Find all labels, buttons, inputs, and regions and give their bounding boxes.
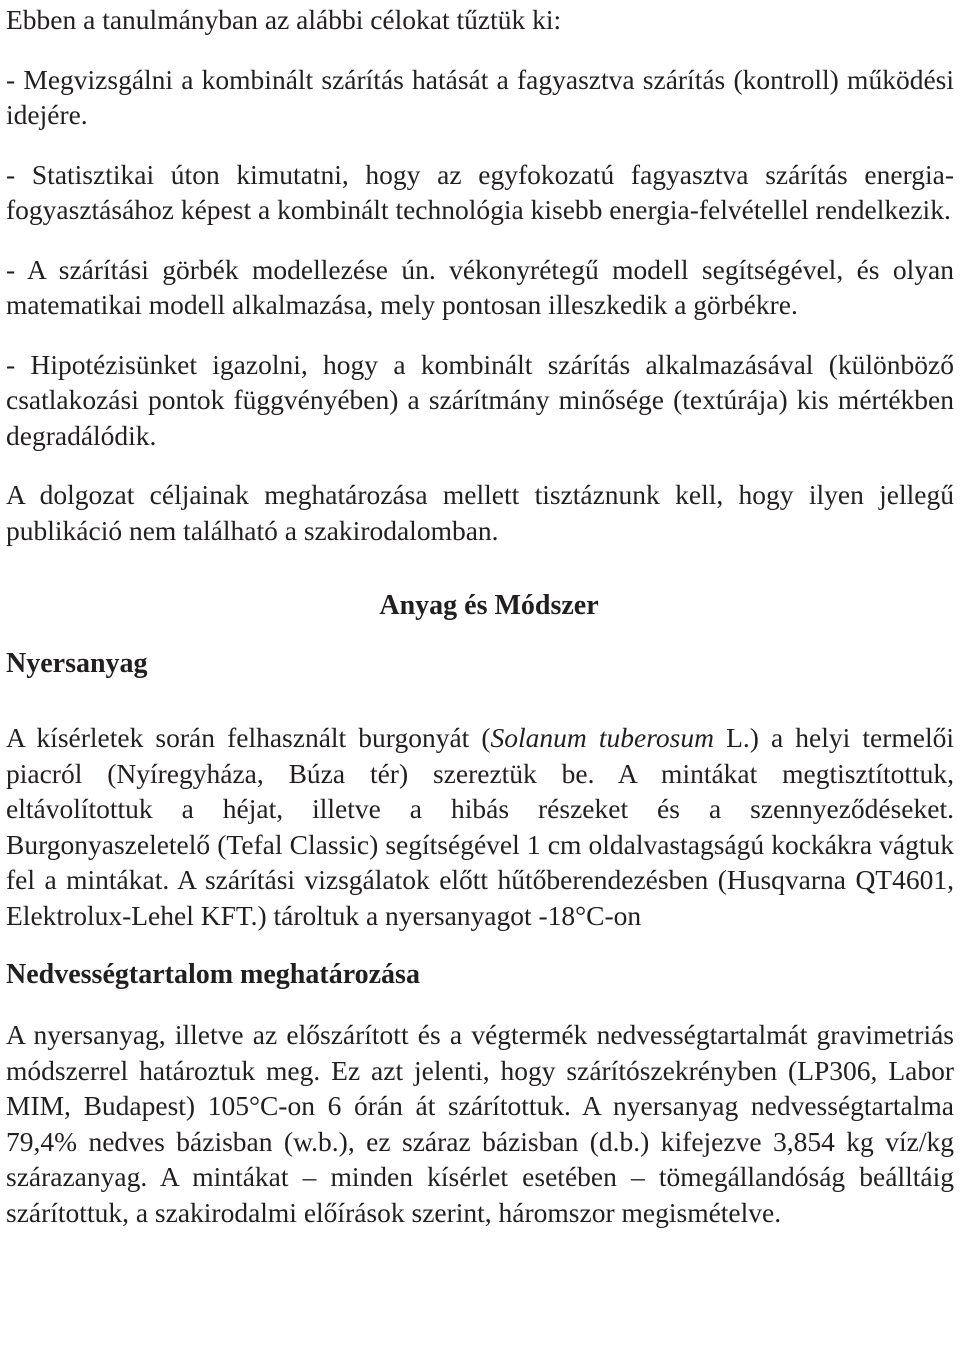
raw-material-heading: Nyersanyag — [6, 648, 148, 679]
raw-material-text-start: A kísérletek során felhasznált burgonyát ( — [6, 722, 491, 753]
goal-paragraph-1: - Megvizsgálni a kombinált szárítás hatását a fagyasztva szárítás (kontroll) működési idejére. — [6, 63, 954, 130]
closing-paragraph: A dolgozat céljainak meghatározása mellett tisztáznunk kell, hogy ilyen jellegű publikáció nem található a szakirodalomban. — [6, 479, 954, 546]
moisture-paragraph: A nyersanyag, illetve az előszárított és a végtermék nedvességtartalmát gravimetriás módszerrel határoztuk meg. Ez azt jelenti, hogy szárítószekrényben (LP306, Labor MIM, Budapest) 105°C-on 6 órán át szárítottuk. A nyersanyag nedvességtartalma 79,4% nedves bázisban (w.b.), ez száraz bázisban (d.b.) kifejezve 3,854 kg víz/kg szárazanyag. A mintákat – minden kísérlet esetében – tömegállandóság beálltáig szárítottuk, a szakirodalmi előírások szerint, háromszor megismételve. — [6, 1019, 954, 1228]
moisture-heading: Nedvességtartalom meghatározása — [6, 959, 420, 990]
goal-paragraph-2: - Statisztikai úton kimutatni, hogy az egyfokozatú fagyasztva szárítás energia-fogyasztásához képest a kombinált technológia kisebb energia-felvétellel rendelkezik. — [6, 158, 954, 225]
goal-paragraph-4: - Hipotézisünket igazolni, hogy a kombinált szárítás alkalmazásával (különböző csatlakozási pontok függvényében) a szárítmány minősége (textúrája) kis mértékben degradálódik. — [6, 348, 954, 451]
section-title: Anyag és Módszer — [379, 590, 599, 621]
goal-paragraph-3: - A szárítási görbék modellezése ún. vékonyrétegű modell segítségével, és olyan matematikai modell alkalmazása, mely pontosan illeszkedik a görbékre. — [6, 253, 954, 320]
intro-paragraph: Ebben a tanulmányban az alábbi célokat tűztük ki: — [6, 4, 562, 35]
species-name: Solanum tuberosum — [490, 722, 714, 753]
raw-material-paragraph — [6, 720, 954, 933]
raw-material-text-end: L.) a helyi termelői piacról (Nyíregyháza, Búza tér) szereztük be. A mintákat megtisztítottuk, eltávolítottuk a héjat, illetve a hibás részeket és a szennyeződéseket. Burgonyaszeletelő (Tefal Classic) segítségével 1 cm oldalvastagságú kockákra vágtuk fel a mintákat. A szárítási vizsgálatok előtt hűtőberendezésben (Husqvarna QT4601, Elektrolux-Lehel KFT.) tároltuk a nyersanyagot -18°C-on — [6, 722, 955, 931]
document-page — [6, 0, 954, 1230]
